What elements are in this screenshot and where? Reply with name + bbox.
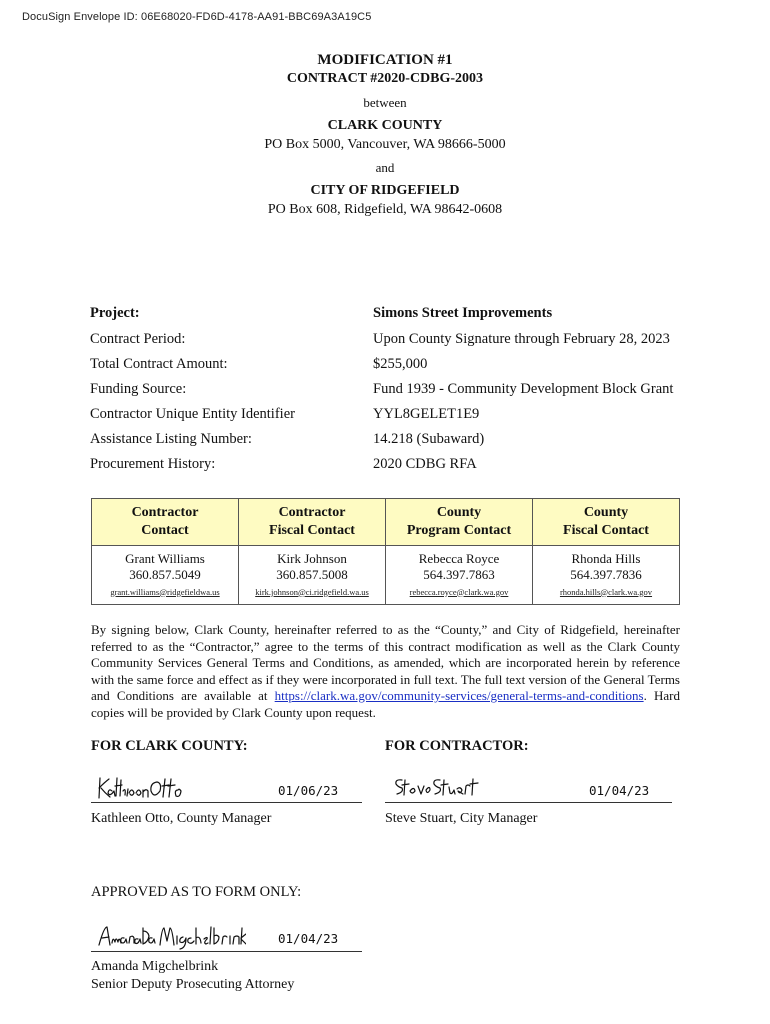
party1-name: CLARK COUNTY [327, 118, 443, 133]
header-line2: Fiscal Contact [269, 523, 355, 538]
detail-label-assistance-listing: Assistance Listing Number: [90, 431, 252, 447]
contractor-signature-heading: FOR CONTRACTOR: [385, 738, 529, 754]
contacts-header-cell [386, 499, 533, 546]
contacts-table [91, 498, 680, 605]
contacts-header-row [92, 499, 680, 546]
detail-value-funding-source: Fund 1939 - Community Development Block Grant [373, 381, 674, 397]
county-signature-heading: FOR CLARK COUNTY: [91, 738, 248, 754]
header-line2: Fiscal Contact [563, 523, 649, 538]
detail-label-total-amount: Total Contract Amount: [90, 356, 228, 372]
detail-label-funding-source: Funding Source: [90, 381, 187, 397]
detail-value-procurement: 2020 CDBG RFA [373, 456, 477, 472]
header-line2: Program Contact [406, 523, 512, 538]
contact-name: Rhonda Hills [571, 550, 641, 566]
attorney-handwritten-signature [96, 923, 246, 951]
contact-cell [386, 546, 533, 605]
header-line1: Contractor [278, 505, 346, 520]
contact-name: Kirk Johnson [277, 550, 347, 566]
party1-address: PO Box 5000, Vancouver, WA 98666-5000 [264, 137, 506, 152]
envelope-id: DocuSign Envelope ID: 06E68020-FD6D-4178-AA91-BBC69A3A19C5 [22, 11, 372, 23]
contacts-people-row [92, 546, 680, 605]
party2-name: CITY OF RIDGEFIELD [310, 183, 460, 198]
detail-value-uei: YYL8GELET1E9 [373, 406, 480, 422]
contacts-header-cell [533, 499, 680, 546]
detail-label-uei: Contractor Unique Entity Identifier [90, 406, 295, 422]
detail-label-project: Project: [90, 305, 140, 321]
contact-name: Grant Williams [125, 550, 205, 566]
detail-value-contract-period: Upon County Signature through February 28, 2023 [373, 331, 670, 347]
attorney-sign-date: 01/04/23 [278, 931, 339, 946]
header-line2: Contact [141, 523, 189, 538]
header-line1: Contractor [131, 505, 199, 520]
contractor-signature-line [385, 802, 672, 803]
attorney-title: Senior Deputy Prosecuting Attorney [91, 977, 295, 992]
contact-cell [533, 546, 680, 605]
detail-value-project: Simons Street Improvements [373, 305, 553, 321]
party2-address: PO Box 608, Ridgefield, WA 98642-0608 [267, 202, 503, 217]
contact-phone: 564.397.7836 [570, 566, 642, 582]
contact-phone: 360.857.5049 [129, 566, 201, 582]
attorney-name: Amanda Migchelbrink [91, 959, 219, 974]
contractor-sign-date: 01/04/23 [589, 783, 650, 798]
modification-title: MODIFICATION #1 [317, 52, 453, 68]
contact-email-link[interactable]: kirk.johnson@ci.ridgefield.wa.us [255, 586, 369, 597]
contacts-header-cell [239, 499, 386, 546]
agreement-text-before: By signing below, Clark County, hereinafter referred to as the “County,” and City of Ridgefield, hereinafter referred to as the “Contractor,” agree to the terms of this contract modification as well as the Clark County Community Services General Terms and Conditions, as amended, which are incorporated herein by reference with the same force and effect as if they were incorporated in full text. The full text version of the General Terms and Conditions are available at [91, 622, 680, 703]
attorney-signature-line [91, 951, 362, 952]
agreement-paragraph [91, 622, 680, 721]
contact-cell [92, 546, 239, 605]
between-text: between [363, 95, 407, 110]
detail-value-total-amount: $255,000 [373, 356, 428, 372]
county-signer-name: Kathleen Otto, County Manager [91, 811, 272, 826]
header-line1: County [583, 505, 629, 520]
terms-link[interactable]: https://clark.wa.gov/community-services/general-terms-and-conditions [274, 688, 644, 703]
county-signature-line [91, 802, 362, 803]
contact-email-link[interactable]: rebecca.royce@clark.wa.gov [409, 586, 509, 597]
detail-value-assistance-listing: 14.218 (Subaward) [373, 431, 485, 447]
approved-as-to-form-label: APPROVED AS TO FORM ONLY: [91, 884, 302, 900]
and-text: and [375, 160, 395, 175]
contact-name: Rebecca Royce [418, 550, 500, 566]
header-line1: County [436, 505, 482, 520]
contact-phone: 360.857.5008 [276, 566, 348, 582]
detail-label-contract-period: Contract Period: [90, 331, 186, 347]
agreement-text-after: . Hard copies will be provided by Clark County upon request. [91, 688, 680, 720]
contacts-header-cell [92, 499, 239, 546]
contract-number: CONTRACT #2020-CDBG-2003 [286, 71, 484, 86]
contact-email-link[interactable]: grant.williams@ridgefieldwa.us [110, 586, 220, 597]
contact-email-link[interactable]: rhonda.hills@clark.wa.gov [559, 586, 653, 597]
contractor-signer-name: Steve Stuart, City Manager [385, 811, 538, 826]
county-handwritten-signature [96, 774, 196, 804]
detail-label-procurement: Procurement History: [90, 456, 216, 472]
contact-phone: 564.397.7863 [423, 566, 495, 582]
contact-cell [239, 546, 386, 605]
contractor-handwritten-signature [392, 774, 482, 802]
county-sign-date: 01/06/23 [278, 783, 339, 798]
